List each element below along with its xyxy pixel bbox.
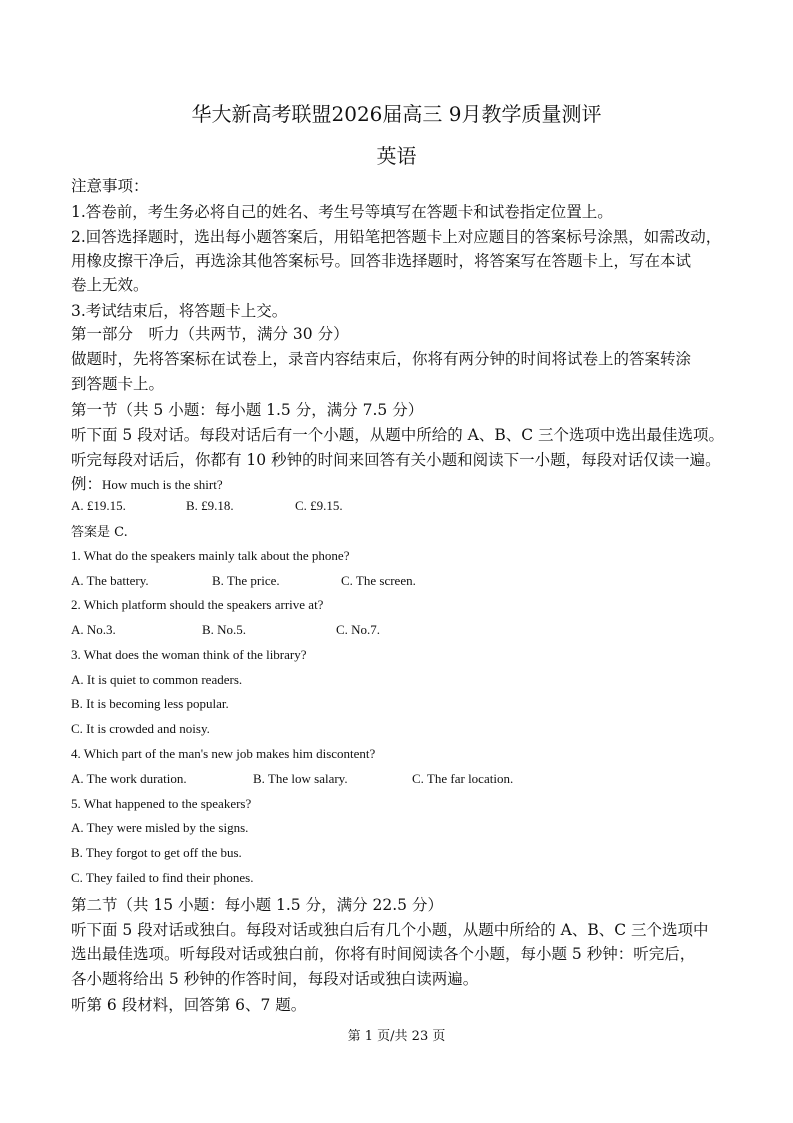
question-5-option-b: B. They forgot to get off the bus. <box>71 845 242 860</box>
question-4-option-c: C. The far location. <box>412 771 514 786</box>
question-2-option-b: B. No.5. <box>202 622 247 637</box>
page-number: 第 1 页/共 23 页 <box>347 1029 446 1044</box>
section2-intro-line-2: 选出最佳选项。听每段对话或独白前，你将有时间阅读各个小题，每小题 5 秒钟：听完后， <box>71 945 696 963</box>
example-question-text: How much is the shirt? <box>102 477 223 492</box>
question-4: 4. Which part of the man's new job makes him discontent? <box>71 746 376 761</box>
notice-heading: 注意事项： <box>71 177 149 195</box>
question-2-option-a: A. No.3. <box>71 622 116 637</box>
question-3-option-a: A. It is quiet to common readers. <box>71 672 243 687</box>
example-option-c: C. £9.15. <box>295 498 343 513</box>
notice-item-3: 3.考试结束后，将答题卡上交。 <box>71 302 288 320</box>
example-question <box>71 472 223 494</box>
notice-item-2-line-1: 2.回答选择题时，选出每小题答案后，用铅笔把答题卡上对应题目的答案标号涂黑，如需改动， <box>71 228 722 246</box>
question-2-option-c: C. No.7. <box>336 622 381 637</box>
example-option-b: B. £9.18. <box>186 498 234 513</box>
question-1-option-c: C. The screen. <box>341 573 416 588</box>
part1-heading: 第一部分 听力（共两节，满分 30 分） <box>71 325 349 343</box>
section1-intro-line-1: 听下面 5 段对话。每段对话后有一个小题，从题中所给的 A、B、C 三个选项中选出最佳选项。 <box>71 426 725 444</box>
example-option-a: A. £19.15. <box>71 498 126 513</box>
question-3: 3. What does the woman think of the library? <box>71 647 307 662</box>
section1-intro-line-2: 听完每段对话后，你都有 10 秒钟的时间来回答有关小题和阅读下一小题，每段对话仅读一遍。 <box>71 451 721 469</box>
notice-item-2-line-3: 卷上无效。 <box>71 276 149 294</box>
question-1: 1. What do the speakers mainly talk about the phone? <box>71 548 350 563</box>
question-1-option-a: A. The battery. <box>71 573 149 588</box>
notice-item-2-line-2: 用橡皮擦干净后，再选涂其他答案标号。回答非选择题时，将答案写在答题卡上，写在本试 <box>71 252 692 270</box>
example-answer: 答案是 C. <box>71 525 128 540</box>
question-4-option-a: A. The work duration. <box>71 771 187 786</box>
question-3-option-b: B. It is becoming less popular. <box>71 696 229 711</box>
exam-title: 华大新高考联盟2026届高三 9月教学质量测评 <box>191 102 602 126</box>
question-5-option-a: A. They were misled by the signs. <box>71 820 249 835</box>
section2-intro-line-3: 各小题将给出 5 秒钟的作答时间，每段对话或独白读两遍。 <box>71 970 479 988</box>
question-3-option-c: C. It is crowded and noisy. <box>71 721 210 736</box>
section1-heading: 第一节（共 5 小题：每小题 1.5 分，满分 7.5 分） <box>71 401 424 419</box>
question-2: 2. Which platform should the speakers arrive at? <box>71 597 324 612</box>
part1-intro-line-2: 到答题卡上。 <box>71 375 165 393</box>
section2-material: 听第 6 段材料，回答第 6、7 题。 <box>71 996 307 1014</box>
part1-intro-line-1: 做题时，先将答案标在试卷上，录音内容结束后，你将有两分钟的时间将试卷上的答案转涂 <box>71 350 692 368</box>
exam-subject: 英语 <box>376 144 417 168</box>
example-prefix: 例： <box>71 475 103 493</box>
question-5: 5. What happened to the speakers? <box>71 796 252 811</box>
section2-heading: 第二节（共 15 小题：每小题 1.5 分，满分 22.5 分） <box>71 896 443 914</box>
question-5-option-c: C. They failed to find their phones. <box>71 870 254 885</box>
notice-item-1: 1.答卷前，考生务必将自己的姓名、考生号等填写在答题卡和试卷指定位置上。 <box>71 203 613 221</box>
question-4-option-b: B. The low salary. <box>253 771 348 786</box>
section2-intro-line-1: 听下面 5 段对话或独白。每段对话或独白后有几个小题，从题中所给的 A、B、C 三个选项中 <box>71 921 709 939</box>
question-1-option-b: B. The price. <box>212 573 280 588</box>
